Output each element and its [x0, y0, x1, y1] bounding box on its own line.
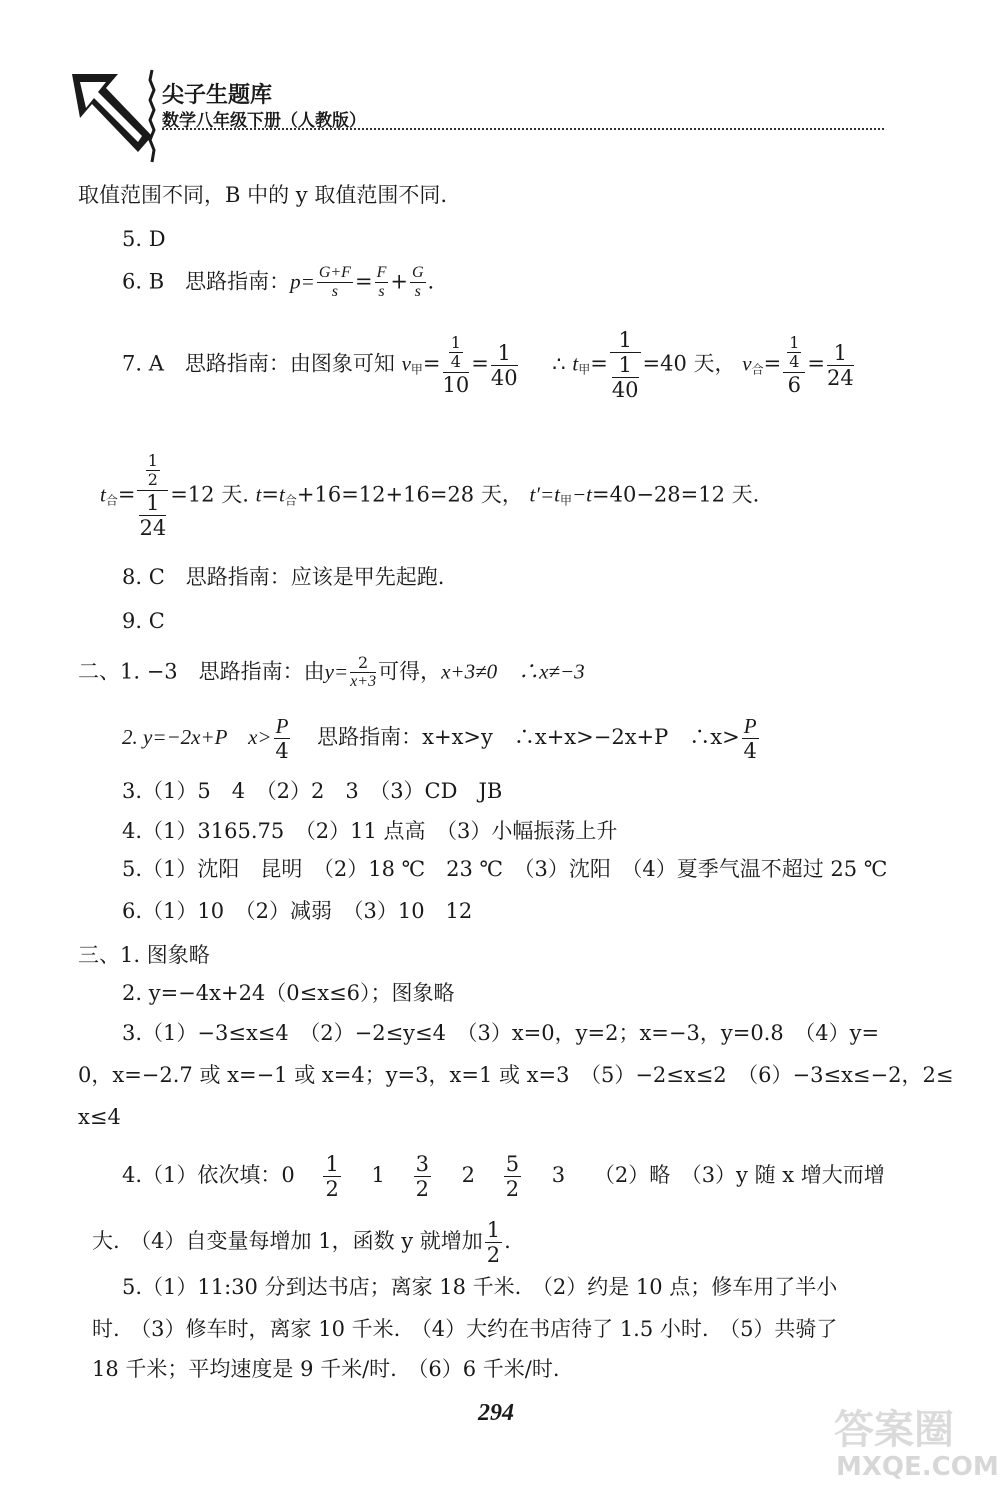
answer-9: 9. C — [122, 609, 165, 633]
watermark-logo: 答案圈 — [834, 1407, 954, 1453]
section-3-item-5-line1: 5.（1）11:30 分到达书店；离家 18 千米. （2）约是 10 点；修车用了半小 — [122, 1275, 838, 1299]
section-2-item-3: 3.（1）5 4 （2）2 3 （3）CD JB — [122, 779, 503, 803]
section-3-item-4-line2: 大. （4）自变量每增加 1，函数 y 就增加 $\frac{1}{2}$ . — [92, 1218, 511, 1268]
section-3-item-3-line3: x≤4 — [78, 1105, 121, 1129]
section-2-item-6: 6.（1）10 （2）减弱 （3）10 12 — [122, 899, 473, 923]
section-3-item-5-line2: 时. （3）修车时，离家 10 千米. （4）大约在书店待了 1.5 小时. （5）共骑了 — [92, 1317, 838, 1341]
answer-6: 6. B 思路指南：p= $\frac{G+F}{s}$ = $\frac{F}{s}$ + $\frac{G}{s}$ . — [122, 264, 435, 301]
section-2-item-5: 5.（1）沈阳 昆明 （2）18 ℃ 23 ℃ （3）沈阳 （4）夏季气温不超过 25 ℃ — [122, 857, 888, 881]
answer-8: 8. C 思路指南：应该是甲先起跑. — [122, 565, 445, 589]
section-3-item-3-line2: 0，x=−2.7 或 x=−1 或 x=4；y=3，x=1 或 x=3 （5）−2≤x≤2 （6）−3≤x≤−2，2≤ — [78, 1063, 954, 1087]
section-2-item-2: 2. y=−2x+P x> $\frac{P}{4}$ 思路指南：x+x>y ∴x+x>−2x+P ∴x> $\frac{P}{4}$ — [122, 714, 757, 764]
section-3-item-5-line3: 18 千米；平均速度是 9 千米/时. （6）6 千米/时. — [92, 1357, 560, 1381]
section-3-item-2: 2. y=−4x+24（0≤x≤6）；图象略 — [122, 981, 455, 1005]
section-3-item-1: 三、1. 图象略 — [78, 943, 210, 967]
header-title: 尖子生题库 — [162, 83, 273, 108]
answer-7: 7. A 思路指南：由图象可知 $v_甲=$ $\frac{\frac{1}{4}}{10}$ = $\frac{1}{40}$ ∴ $t_甲=$ $\frac{1}{\frac{1}{40}}$ =40 天， $v_合=$ $\frac{\frac{1}{4}}{6}$ = $\frac{1}{24}$ — [122, 328, 854, 403]
section-3-item-4-line1: 4.（1）依次填：0 $\frac{1}{2}$ 1 $\frac{3}{2}$ 2 $\frac{5}{2}$ 3 （2）略 （3）y 随 x 增大而增 — [122, 1152, 885, 1202]
watermark-url: MXQE.COM — [836, 1452, 999, 1482]
text-line: 取值范围不同，B 中的 y 取值范围不同. — [78, 183, 447, 207]
section-3-item-3-line1: 3.（1）−3≤x≤4 （2）−2≤y≤4 （3）x=0，y=2；x=−3，y=0.8 （4）y= — [122, 1021, 880, 1045]
arrow-logo-icon — [66, 66, 158, 166]
header-subtitle: 数学八年级下册（人教版） — [162, 111, 366, 131]
answer-5: 5. D — [122, 227, 166, 251]
page-number: 294 — [478, 1400, 514, 1426]
answer-7-cont: $t_合=$ $\frac{\frac{1}{2}}{\frac{1}{24}}$ =12 天. $t=t_合+16=12+16=28$ 天， $t'=t_甲-t=40-28=12$ 天. — [100, 451, 760, 540]
section-2-item-4: 4.（1）3165.75 （2）11 点高 （3）小幅振荡上升 — [122, 819, 618, 843]
section-2-item-1: 二、1. −3 思路指南：由y= $\frac{2}{x+3}$ 可得，x+3≠0 ∴x≠−3 — [78, 653, 585, 691]
header-divider — [162, 128, 884, 130]
